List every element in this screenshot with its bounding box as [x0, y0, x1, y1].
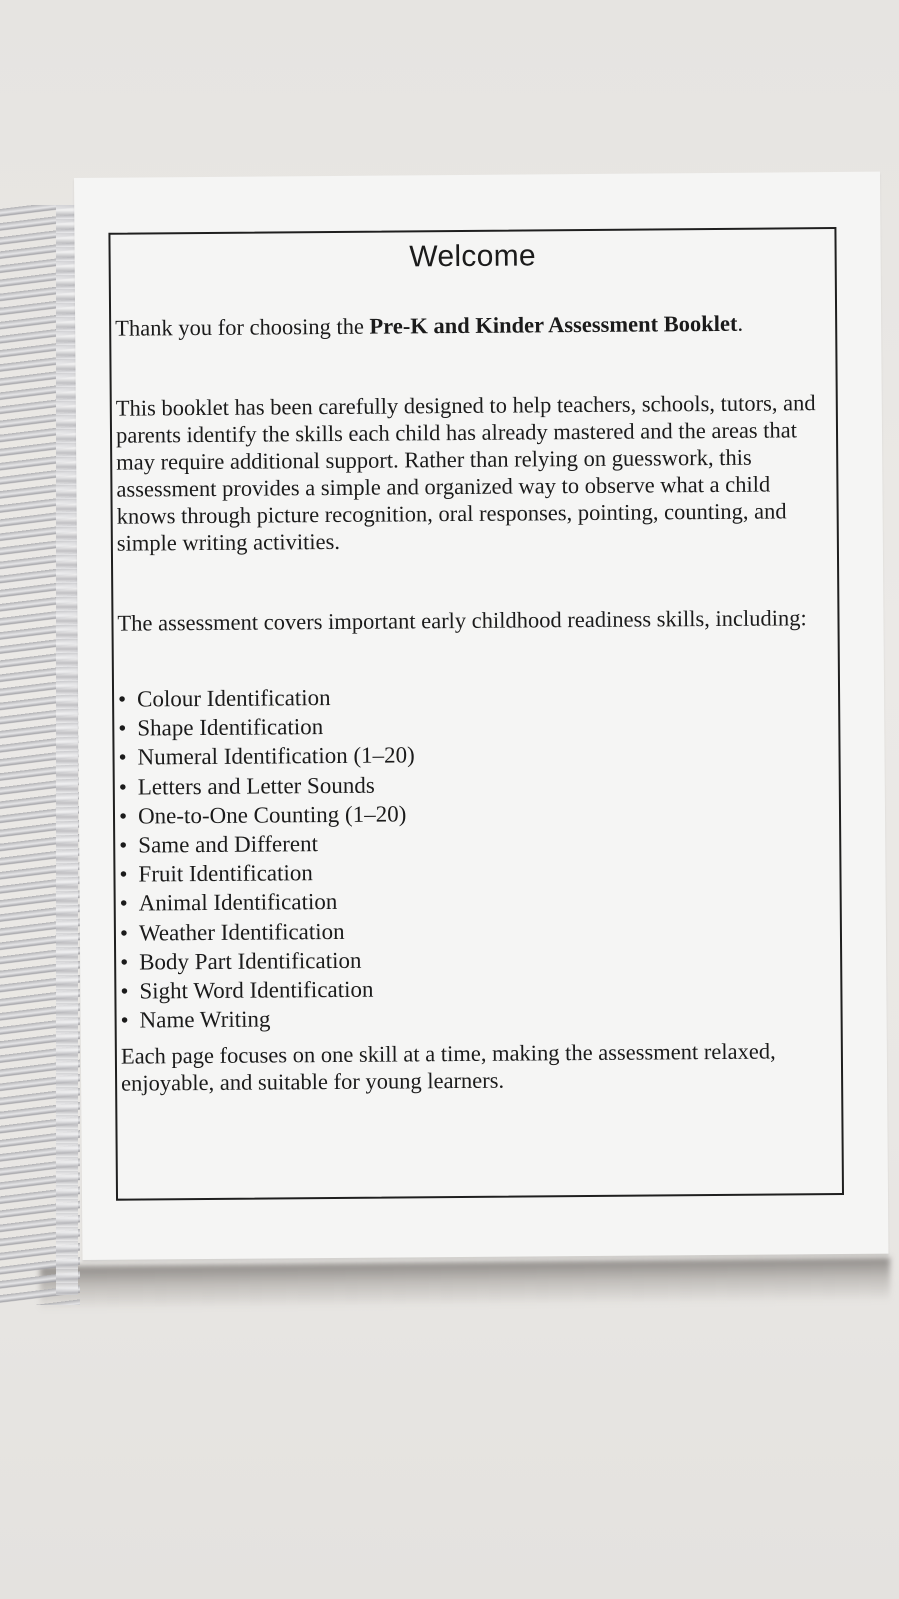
skill-list-item: • Shape Identification: [118, 712, 414, 744]
skill-list-item: • Colour Identification: [118, 682, 414, 714]
skill-list-item: • Same and Different: [119, 828, 415, 860]
skill-list-item: • Body Part Identification: [120, 945, 416, 977]
skill-list-item: • Sight Word Identification: [120, 974, 416, 1006]
closing-paragraph: Each page focuses on one skill at a time, making the assessment relaxed, enjoyable, and suitable for young learners.: [120, 1038, 776, 1096]
page-shadow: [40, 1258, 890, 1311]
skill-list-item: • Fruit Identification: [119, 858, 415, 890]
skill-list-item: • Name Writing: [121, 1004, 417, 1036]
skills-list: [118, 682, 417, 1035]
page-title: Welcome: [409, 239, 537, 274]
page-border-frame: [108, 227, 844, 1201]
skill-list-item: • Weather Identification: [120, 916, 416, 948]
booklet-page: [74, 172, 888, 1260]
skill-list-item: • Numeral Identification (1–20): [118, 741, 414, 773]
skill-list-item: • One-to-One Counting (1–20): [119, 799, 415, 831]
intro-text-after: .: [737, 310, 744, 336]
skill-list-item: • Animal Identification: [120, 887, 416, 919]
skill-list-item: • Letters and Letter Sounds: [119, 770, 415, 802]
intro-text-before: Thank you for choosing the: [115, 313, 370, 341]
skills-intro-paragraph: The assessment covers important early childhood readiness skills, including:: [117, 605, 807, 636]
booklet-name: Pre-K and Kinder Assessment Booklet: [369, 310, 738, 339]
intro-paragraph: [115, 309, 829, 342]
description-paragraph: This booklet has been carefully designed to help teachers, schools, tutors, and parents identify the skills each child has already mastered and the areas that may require additional support. Rather than relying on guesswork, this assessment provides a simple and organized way to observe what a child knows through picture recognition, oral responses, pointing, counting, and simple writing activities.: [115, 390, 816, 556]
